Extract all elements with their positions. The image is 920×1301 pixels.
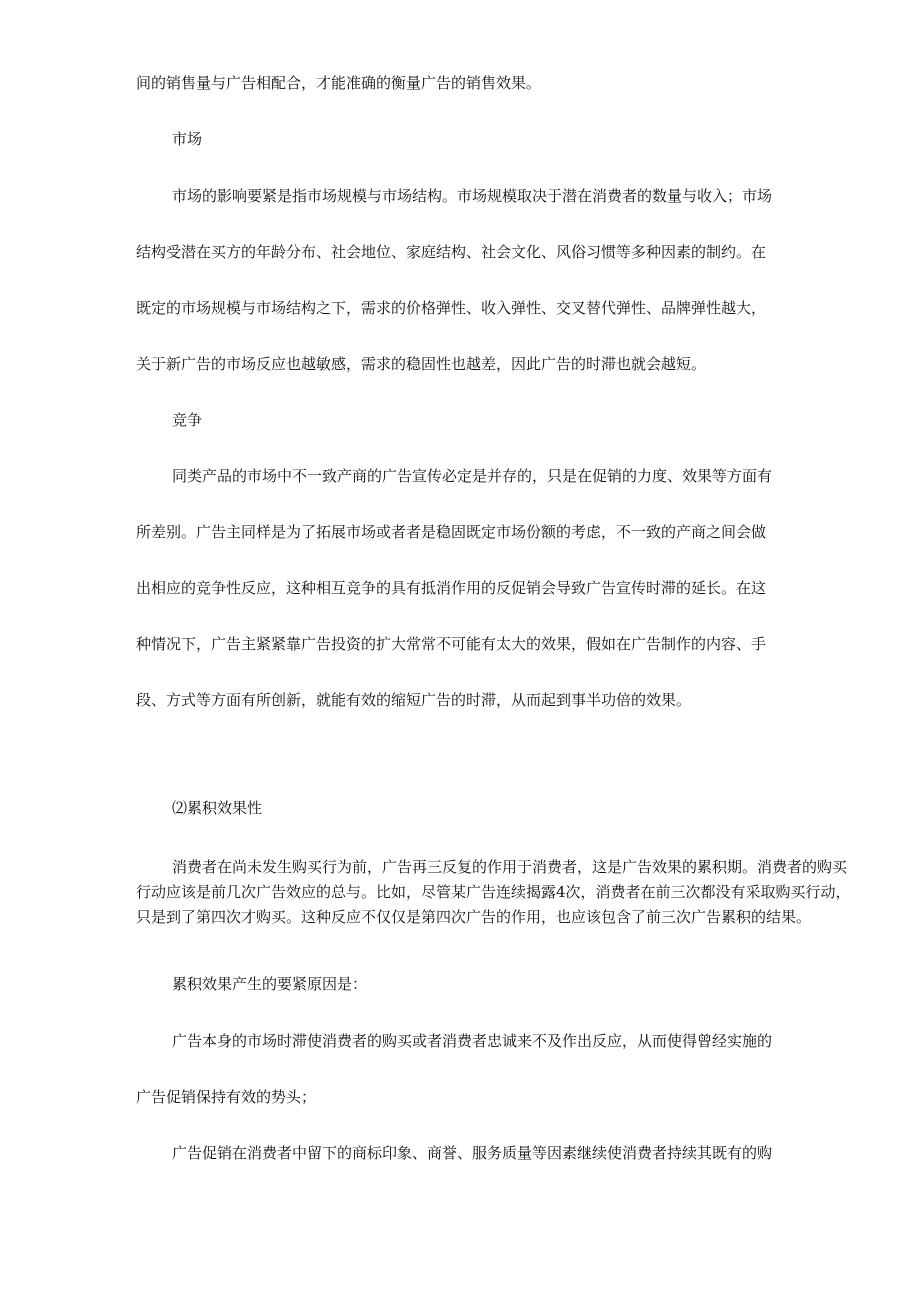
reason-1-line-1: 广告本身的市场时滞使消费者的购买或者消费者忠诚来不及作出反应，从而使得曾经实施的 xyxy=(172,1032,773,1050)
reason-2-line-1: 广告促销在消费者中留下的商标印象、商誉、服务质量等因素继续使消费者持续其既有的购 xyxy=(172,1144,773,1162)
heading-cumulative-effect: ⑵累积效果性 xyxy=(172,799,263,817)
market-paragraph-line-3: 既定的市场规模与市场结构之下，需求的价格弹性、收入弹性、交叉替代弹性、品牌弹性越大， xyxy=(136,299,767,317)
paragraph-continuation-line: 间的销售量与广告相配合，才能准确的衡量广告的销售效果。 xyxy=(136,74,542,92)
cumulative-paragraph: 消费者在尚未发生购买行为前，广告再三反复的作用于消费者，这是广告效果的累积期。消费者的购买行动应该是前几次广告效应的总与。比如，尽管某广告连续揭露4次，消费者在前三次都没有采取购买行动，只是到了第四次才购买。这种反应不仅仅是第四次广告的作用，也应该包含了前三次广告累积的结果。 xyxy=(136,858,851,926)
heading-market: 市场 xyxy=(172,130,203,148)
competition-paragraph-line-4: 种情况下，广告主紧紧靠广告投资的扩大常常不可能有太大的效果，假如在广告制作的内容、手 xyxy=(136,635,767,653)
competition-paragraph-line-1: 同类产品的市场中不一致产商的广告宣传必定是并存的，只是在促销的力度、效果等方面有 xyxy=(172,467,773,485)
market-paragraph-line-2: 结构受潜在买方的年龄分布、社会地位、家庭结构、社会文化、风俗习惯等多种因素的制约。在 xyxy=(136,243,767,261)
reasons-intro: 累积效果产生的要紧原因是： xyxy=(172,975,368,993)
market-paragraph-line-4: 关于新广告的市场反应也越敏感，需求的稳固性也越差，因此广告的时滞也就会越短。 xyxy=(136,355,707,373)
market-paragraph-line-1: 市场的影响要紧是指市场规模与市场结构。市场规模取决于潜在消费者的数量与收入；市场 xyxy=(172,187,773,205)
competition-paragraph-line-2: 所差别。广告主同样是为了拓展市场或者者是稳固既定市场份额的考虑，不一致的产商之间会做 xyxy=(136,523,767,541)
competition-paragraph-line-5: 段、方式等方面有所创新，就能有效的缩短广告的时滞，从而起到事半功倍的效果。 xyxy=(136,691,692,709)
heading-competition: 竞争 xyxy=(172,411,203,429)
competition-paragraph-line-3: 出相应的竞争性反应，这种相互竞争的具有抵消作用的反促销会导致广告宣传时滞的延长。在这 xyxy=(136,579,767,597)
reason-1-line-2: 广告促销保持有效的势头； xyxy=(136,1088,317,1106)
